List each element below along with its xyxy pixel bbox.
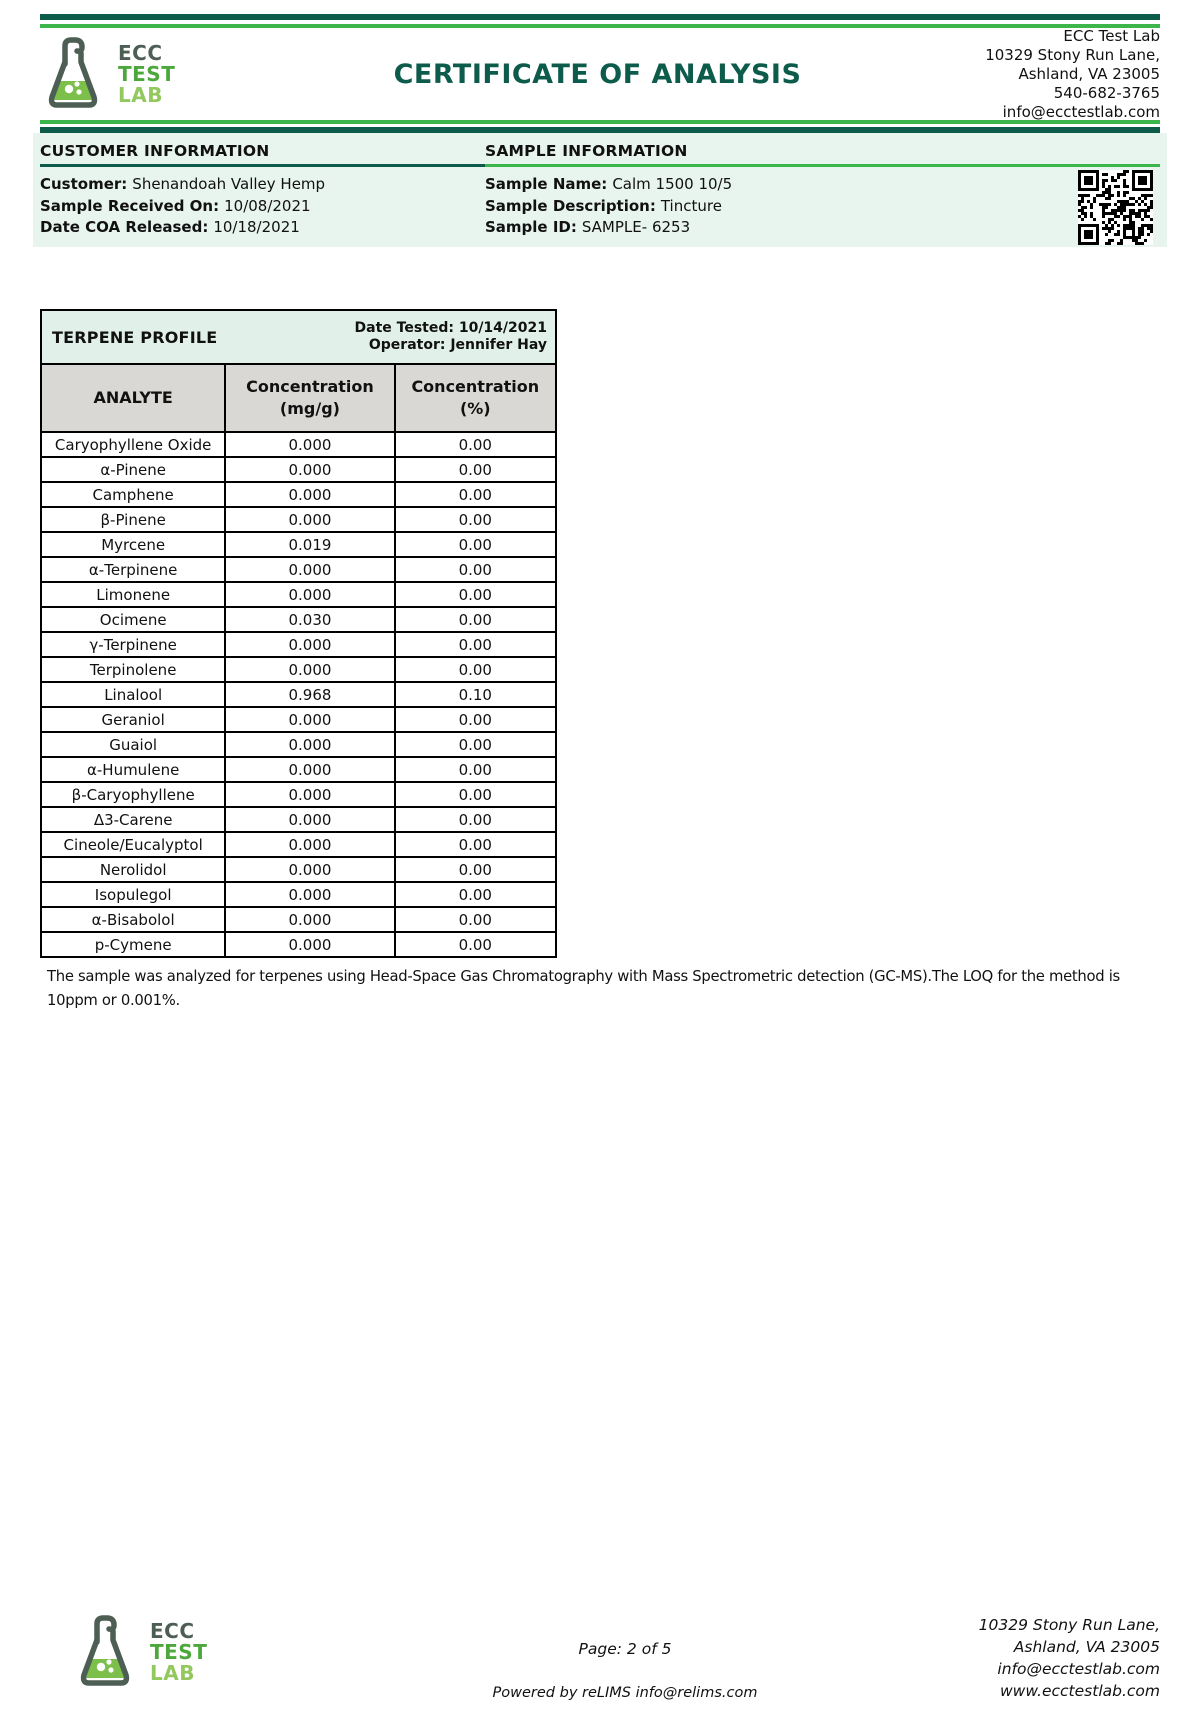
page-number: Page: 2 of 5: [578, 1640, 672, 1658]
lab-address-line: Ashland, VA 23005: [1018, 64, 1160, 83]
pct-cell: 0.00: [395, 807, 556, 832]
mgg-cell: 0.000: [225, 432, 394, 457]
table-row: [41, 807, 556, 832]
mgg-cell: 0.000: [225, 782, 394, 807]
field-label: Sample Name:: [485, 175, 608, 193]
table-row: [41, 907, 556, 932]
customer-field: [40, 217, 485, 239]
lab-address-line: 540-682-3765: [1053, 83, 1160, 102]
field-value: 10/18/2021: [213, 218, 300, 236]
analyte-cell: α-Pinene: [41, 457, 225, 482]
mgg-cell: 0.000: [225, 932, 394, 957]
analyte-cell: γ-Terpinene: [41, 632, 225, 657]
terpene-table-body: [41, 432, 556, 957]
logo-line: TEST: [150, 1639, 208, 1664]
logo-line: LAB: [150, 1660, 195, 1685]
mgg-cell: 0.000: [225, 482, 394, 507]
table-row: [41, 557, 556, 582]
section-title: CUSTOMER INFORMATION: [40, 142, 485, 167]
lab-address: [925, 27, 1160, 122]
table-row: [41, 707, 556, 732]
table-meta: [355, 320, 548, 354]
footer-address-line: www.ecctestlab.com: [1000, 1682, 1160, 1700]
mgg-cell: 0.000: [225, 557, 394, 582]
mgg-cell: 0.000: [225, 657, 394, 682]
terpene-profile-table: [40, 309, 557, 958]
table-row: [41, 532, 556, 557]
mgg-cell: 0.000: [225, 807, 394, 832]
ecc-test-lab-logo-footer: [40, 1614, 340, 1690]
method-note: The sample was analyzed for terpenes using Head-Space Gas Chromatography with Mass Spectrometric detection (GC-MS).The LOQ for the method is 10ppm or 0.001%.: [47, 968, 1120, 1009]
table-row: [41, 432, 556, 457]
pct-cell: 0.00: [395, 482, 556, 507]
analyte-cell: Terpinolene: [41, 657, 225, 682]
analyte-cell: Camphene: [41, 482, 225, 507]
pct-cell: 0.00: [395, 582, 556, 607]
logo-line: LAB: [118, 82, 163, 107]
table-row: [41, 657, 556, 682]
customer-field: [40, 174, 485, 196]
logo-wordmark: [150, 1618, 208, 1685]
pct-cell: 0.00: [395, 757, 556, 782]
field-label: Customer:: [40, 175, 128, 193]
field-label: Sample Received On:: [40, 196, 220, 215]
terpene-profile-section: [40, 309, 1160, 958]
analyte-cell: Δ3-Carene: [41, 807, 225, 832]
pct-cell: 0.00: [395, 432, 556, 457]
mgg-cell: 0.000: [225, 757, 394, 782]
lab-address-line: info@ecctestlab.com: [1002, 102, 1160, 121]
qr-code: [1078, 170, 1153, 245]
table-row: [41, 732, 556, 757]
table-row: [41, 582, 556, 607]
mgg-cell: 0.000: [225, 732, 394, 757]
analyte-cell: Isopulegol: [41, 882, 225, 907]
header-top-rules: [40, 0, 1160, 28]
analyte-cell: Caryophyllene Oxide: [41, 432, 225, 457]
sample-field: [485, 174, 1160, 196]
pct-cell: 0.00: [395, 657, 556, 682]
analyte-cell: Cineole/Eucalyptol: [41, 832, 225, 857]
table-row: [41, 832, 556, 857]
mgg-cell: 0.000: [225, 857, 394, 882]
analyte-cell: Geraniol: [41, 707, 225, 732]
footer-address-line: 10329 Stony Run Lane,: [978, 1616, 1160, 1634]
field-value: Calm 1500 10/5: [612, 175, 733, 193]
sample-field: [485, 196, 1160, 218]
mgg-cell: 0.000: [225, 882, 394, 907]
mgg-cell: 0.000: [225, 507, 394, 532]
mgg-cell: 0.000: [225, 632, 394, 657]
footer-address-line: Ashland, VA 23005: [1013, 1638, 1160, 1656]
logo-line: ECC: [118, 40, 163, 65]
operator: Operator: Jennifer Hay: [368, 337, 547, 353]
footer: [40, 1614, 1160, 1702]
logo-wordmark: [118, 40, 176, 107]
pct-cell: 0.00: [395, 632, 556, 657]
field-value: Tincture: [660, 196, 722, 215]
date-tested: Date Tested: 10/14/2021: [354, 320, 547, 336]
analyte-cell: Guaiol: [41, 732, 225, 757]
field-label: Date COA Released:: [40, 218, 209, 236]
pct-cell: 0.00: [395, 557, 556, 582]
table-row: [41, 682, 556, 707]
mgg-cell: 0.000: [225, 582, 394, 607]
column-header-analyte: ANALYTE: [41, 364, 225, 432]
table-title: TERPENE PROFILE: [52, 327, 218, 347]
page-title: CERTIFICATE OF ANALYSIS: [393, 58, 802, 90]
mgg-cell: 0.019: [225, 532, 394, 557]
footer-address: [910, 1614, 1160, 1702]
powered-by: Powered by reLIMS info@relims.com: [492, 1685, 758, 1701]
analyte-cell: α-Bisabolol: [41, 907, 225, 932]
table-title-row: [41, 310, 556, 364]
column-header-concentration-mgg: Concentration (mg/g): [225, 364, 394, 432]
ecc-test-lab-logo: [40, 36, 330, 112]
analyte-cell: Linalool: [41, 682, 225, 707]
mgg-cell: 0.000: [225, 457, 394, 482]
sample-information-section: [485, 142, 1160, 239]
table-row: [41, 607, 556, 632]
pct-cell: 0.00: [395, 782, 556, 807]
lab-address-line: ECC Test Lab: [1063, 26, 1160, 45]
table-row: [41, 782, 556, 807]
info-band: [33, 133, 1167, 247]
analyte-cell: Ocimene: [41, 607, 225, 632]
mgg-cell: 0.000: [225, 907, 394, 932]
analyte-cell: β-Caryophyllene: [41, 782, 225, 807]
logo-line: ECC: [150, 1618, 195, 1643]
pct-cell: 0.00: [395, 607, 556, 632]
pct-cell: 0.00: [395, 857, 556, 882]
pct-cell: 0.00: [395, 907, 556, 932]
field-value: 10/08/2021: [224, 196, 311, 215]
divider: [40, 14, 1160, 20]
pct-cell: 0.00: [395, 882, 556, 907]
table-row: [41, 632, 556, 657]
analyte-cell: Myrcene: [41, 532, 225, 557]
mgg-cell: 0.000: [225, 832, 394, 857]
field-label: Sample ID:: [485, 218, 577, 236]
lab-address-line: 10329 Stony Run Lane,: [985, 45, 1160, 64]
field-value: Shenandoah Valley Hemp: [132, 175, 326, 193]
pct-cell: 0.00: [395, 457, 556, 482]
table-row: [41, 882, 556, 907]
section-title: SAMPLE INFORMATION: [485, 142, 1160, 167]
flask-logo-icon: [40, 36, 106, 112]
pct-cell: 0.00: [395, 732, 556, 757]
header-bottom-rules: [40, 120, 1160, 133]
mgg-cell: 0.000: [225, 707, 394, 732]
table-row: [41, 457, 556, 482]
pct-cell: 0.00: [395, 532, 556, 557]
analyte-cell: Nerolidol: [41, 857, 225, 882]
pct-cell: 0.00: [395, 507, 556, 532]
field-value: SAMPLE- 6253: [581, 218, 691, 236]
table-row: [41, 482, 556, 507]
table-row: [41, 857, 556, 882]
pct-cell: 0.00: [395, 932, 556, 957]
pct-cell: 0.00: [395, 707, 556, 732]
mgg-cell: 0.030: [225, 607, 394, 632]
customer-field: [40, 196, 485, 218]
footer-address-line: info@ecctestlab.com: [997, 1660, 1160, 1678]
footer-center: [340, 1614, 910, 1701]
analyte-cell: β-Pinene: [41, 507, 225, 532]
pct-cell: 0.00: [395, 832, 556, 857]
analyte-cell: α-Humulene: [41, 757, 225, 782]
flask-logo-icon: [72, 1614, 138, 1690]
table-row: [41, 757, 556, 782]
analyte-cell: Limonene: [41, 582, 225, 607]
pct-cell: 0.10: [395, 682, 556, 707]
table-row: [41, 507, 556, 532]
field-label: Sample Description:: [485, 196, 656, 215]
mgg-cell: 0.968: [225, 682, 394, 707]
table-header-row: [41, 364, 556, 432]
analyte-cell: p-Cymene: [41, 932, 225, 957]
header: [40, 28, 1160, 120]
customer-information-section: [40, 142, 485, 239]
column-header-concentration-pct: Concentration (%): [395, 364, 556, 432]
sample-field: [485, 217, 1160, 239]
logo-line: TEST: [118, 61, 176, 86]
table-row: [41, 932, 556, 957]
analyte-cell: α-Terpinene: [41, 557, 225, 582]
